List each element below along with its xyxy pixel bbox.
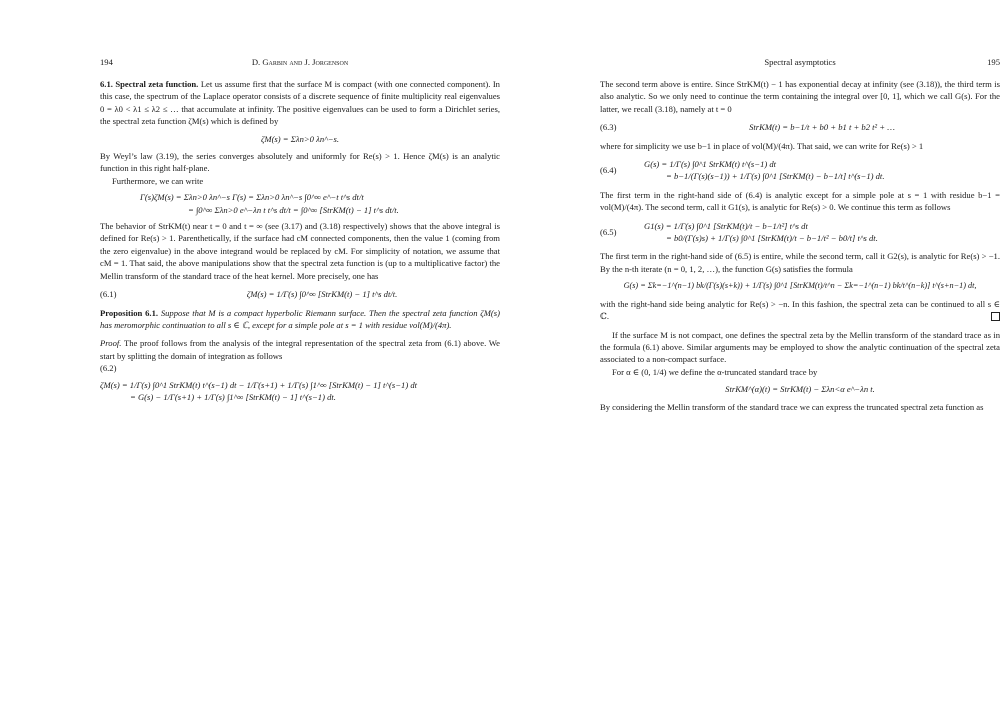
paragraph: By considering the Mellin transform of the standard trace we can express the truncated spectral zeta function as — [600, 401, 984, 412]
paragraph-text: with the right-hand side being analytic for Re(s) > −n. In this fashion, the spectral zeta can be continued to all s ∈ ℂ. — [600, 298, 1000, 322]
proof-label: Proof. — [100, 338, 122, 349]
equation-6-1 — [100, 288, 500, 300]
page-number: 194 — [100, 57, 113, 67]
equation-6-5 — [600, 220, 1000, 245]
paragraph: Furthermore, we can write — [112, 175, 204, 186]
paragraph: The second term above is entire. Since StrKM(t) − 1 has exponential decay at infinity (see (3.18)), the third term is also analytic. So we only need to continue the term containing the integral over [0, 1], which we call G(s). For the latter, we recall (3.18), namely at t = 0 — [600, 79, 1000, 114]
paragraph: By Weyl’s law (3.19), the series converges absolutely and uniformly for Re(s) > 1. Hence ζM(s) is an analytic function in this right half-plane. — [100, 151, 500, 174]
equation-block — [100, 191, 500, 216]
right-header — [600, 56, 1000, 70]
running-head: D. Garbin and J. Jorgenson — [251, 57, 349, 67]
equation-body — [644, 220, 1000, 245]
paragraph-text: Let us assume first that the surface M is compact (with one connected component). In this case, the spectrum of the Laplace operator consists of a discrete sequence of finite multiplicity real eigenvalues 0 = λ0 < λ1 ≤ λ2 ≤ … that accumulate at infinity. The positive eigenvalues can be used to form a Dirichlet series, the spectral zeta function ζM(s) which is defined by — [100, 79, 500, 127]
equation-6-4 — [600, 158, 1000, 183]
equation-line: G(s) = 1/Γ(s) ∫0^1 StrKM(t) t^(s−1) dt — [644, 159, 777, 170]
equation: ζM(s) = Σλn>0 λn^−s. — [260, 133, 340, 144]
paragraph: If the surface M is not compact, one defines the spectral zeta by the Mellin transform of the standard trace as in the formula (6.1) above. Similar arguments may be employed to show the analytic continuation of the spectral zeta associated to a non-compact surface. — [600, 329, 1000, 365]
proposition-title: Proposition 6.1. — [100, 307, 159, 318]
equation-body — [644, 158, 1000, 183]
paragraph — [100, 78, 500, 128]
proposition-text: Suppose that M is a compact hyperbolic Riemann surface. Then the spectral zeta function ζM(s) has meromorphic continuation to all s ∈ ℂ, except for a simple pole at s = 1 with residue vol(M)/(4π). — [100, 307, 500, 330]
section-title: 6.1. Spectral zeta function. — [100, 79, 199, 89]
equation-line: Γ(s)ζM(s) = Σλn>0 λn^−s Γ(s) = Σλn>0 λn^−s ∫0^∞ e^−t t^s dt/t — [140, 192, 364, 203]
paragraph — [600, 298, 1000, 323]
page-number: 195 — [987, 57, 1000, 67]
paragraph: For α ∈ (0, 1/4) we define the α-truncated standard trace by — [612, 366, 818, 377]
paragraph: The behavior of StrKM(t) near t = 0 and t = ∞ (see (3.17) and (3.18) respectively) shows that the above integral is defined for Re(s) > 1. Parenthetically, if the surface had cM connected components, then the value 1 (coming from the zero eigenvalue) in the above integrand would be replaced by cM. For simplicity of notation, we assume that cM = 1. That said, the above manipulations show that the spectral zeta function is (up to a multiplicative factor) the Mellin transform of the standard trace of the heat kernel. More precisely, one has — [100, 221, 500, 281]
equation-line: ζM(s) = 1/Γ(s) ∫0^1 StrKM(t) t^(s−1) dt − 1/Γ(s+1) + 1/Γ(s) ∫1^∞ [StrKM(t) − 1] t^(s−1) dt — [100, 379, 418, 390]
proof-text: The proof follows from the analysis of the integral representation of the spectral zeta from (6.1) above. We start by splitting the domain of integration as follows — [100, 338, 500, 361]
qed-box — [991, 312, 1000, 321]
running-head: Spectral asymptotics — [764, 57, 836, 67]
equation-line: = G(s) − 1/Γ(s+1) + 1/Γ(s) ∫1^∞ [StrKM(t) − 1] t^(s−1) dt. — [130, 391, 336, 402]
equation-label: (6.1) — [100, 289, 117, 300]
right-page — [600, 56, 1000, 413]
left-page — [100, 56, 500, 407]
equation-label: (6.2) — [100, 363, 117, 374]
equation-label: (6.5) — [600, 226, 617, 237]
equation-6-2 — [100, 379, 500, 404]
equation-body: ζM(s) = 1/Γ(s) ∫0^∞ [StrKM(t) − 1] t^s dt/t. — [246, 289, 398, 300]
equation-line: = b0/(Γ(s)s) + 1/Γ(s) ∫0^1 [StrKM(t)/t − b−1/t² − b0/t] t^s dt. — [666, 233, 878, 244]
equation-line: = ∫0^∞ Σλn>0 e^−λn t t^s dt/t = ∫0^∞ [StrKM(t) − 1] t^s dt/t. — [188, 204, 399, 215]
equation-label: (6.4) — [600, 165, 617, 176]
paragraph: where for simplicity we use b−1 in place of vol(M)/(4π). That said, we can write for Re(s) > 1 — [600, 140, 924, 151]
paragraph: The first term in the right-hand side of (6.5) is entire, while the second term, call it G2(s), is analytic for Re(s) > −1. By the n-th iterate (n = 0, 1, 2, …), the function G(s) satisfies the formula — [600, 251, 1000, 274]
proposition — [100, 307, 500, 332]
proof — [100, 337, 500, 362]
equation-iterate: G(s) = Σk=−1^(n−1) bk/(Γ(s)(s+k)) + 1/Γ(s) ∫0^1 [StrKM(t)/t^n − Σk=−1^(n−1) bk/t^(n−k)] t^(s+n−1) dt, — [623, 281, 977, 291]
equation-line: G1(s) = 1/Γ(s) ∫0^1 [StrKM(t)/t − b−1/t²] t^s dt — [644, 220, 808, 231]
equation-6-3 — [600, 121, 1000, 133]
equation-truncated: StrKM^(α)(t) = StrKM(t) − Σλn<α e^−λn t. — [725, 384, 875, 395]
equation-line: = b−1/(Γ(s)(s−1)) + 1/Γ(s) ∫0^1 [StrKM(t) − b−1/t] t^(s−1) dt. — [666, 171, 885, 182]
left-header — [100, 56, 500, 70]
equation-label: (6.3) — [600, 122, 617, 133]
equation-body: StrKM(t) = b−1/t + b0 + b1 t + b2 t² + … — [749, 122, 895, 133]
paragraph: The first term in the right-hand side of (6.4) is analytic except for a simple pole at s = 1 with residue b−1 = vol(M)/(4π). The second term, call it G1(s), is analytic for Re(s) > 0. We continue this term as follows — [600, 189, 1000, 213]
